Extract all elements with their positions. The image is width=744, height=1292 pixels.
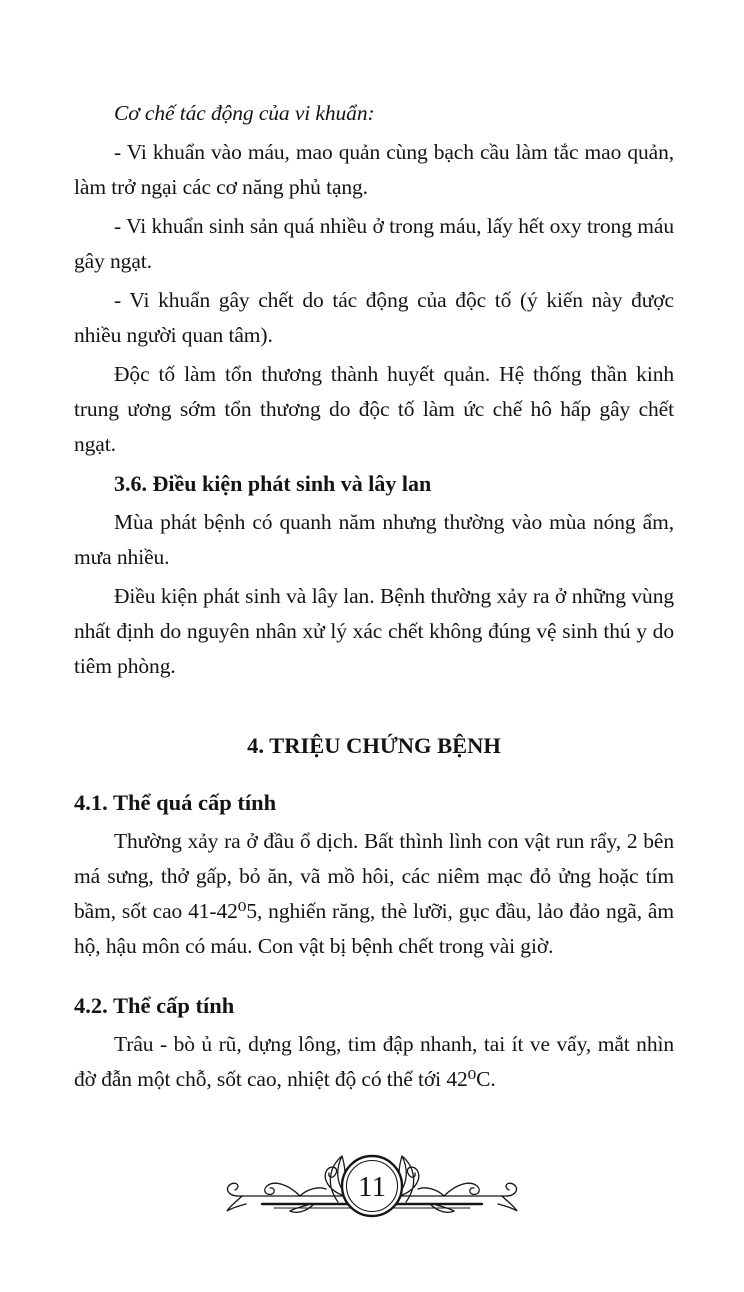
section-4-1-heading: 4.1. Thể quá cấp tính bbox=[74, 790, 277, 815]
mechanism-point-1: - Vi khuẩn vào máu, mao quản cùng bạch cầu làm tắc mao quản, làm trở ngại các cơ năng phủ tạng. bbox=[74, 140, 674, 199]
section-3-6-heading: 3.6. Điều kiện phát sinh và lây lan bbox=[114, 471, 432, 496]
section-4-1-paragraph: Thường xảy ra ở đầu ổ dịch. Bất thình lình con vật run rẩy, 2 bên má sưng, thở gấp, bỏ ăn, vã mồ hôi, các niêm mạc đỏ ửng hoặc tím bầm, sốt cao 41-42⁰5, nghiến răng, thè lưỡi, gục đầu, lảo đảo ngã, âm hộ, hậu môn có máu. Con vật bị bệnh chết trong vài giờ. bbox=[74, 829, 674, 958]
page-number: 11 bbox=[358, 1171, 386, 1203]
section-3-6-paragraph-1: Mùa phát bệnh có quanh năm nhưng thường vào mùa nóng ẩm, mưa nhiều. bbox=[74, 510, 674, 569]
mechanism-heading: Cơ chế tác động của vi khuẩn: bbox=[114, 101, 375, 125]
page-footer bbox=[0, 1144, 744, 1239]
footer-ornament bbox=[222, 1144, 522, 1239]
mechanism-point-3: - Vi khuẩn gây chết do tác động của độc tố (ý kiến này được nhiều người quan tâm). bbox=[74, 288, 674, 347]
flourish-divider-icon bbox=[222, 1144, 522, 1239]
section-4-heading: 4. TRIỆU CHỨNG BỆNH bbox=[247, 733, 501, 758]
section-3-6-paragraph-2: Điều kiện phát sinh và lây lan. Bệnh thường xảy ra ở những vùng nhất định do nguyên nhân xử lý xác chết không đúng vệ sinh thú y do tiêm phòng. bbox=[74, 584, 674, 678]
section-4-2-paragraph: Trâu - bò ủ rũ, dựng lông, tim đập nhanh, tai ít ve vẩy, mắt nhìn đờ đẫn một chỗ, sốt cao, nhiệt độ có thể tới 42⁰C. bbox=[74, 1032, 674, 1091]
mechanism-point-2: - Vi khuẩn sinh sản quá nhiều ở trong máu, lấy hết oxy trong máu gây ngạt. bbox=[74, 214, 674, 273]
section-4-2-heading: 4.2. Thể cấp tính bbox=[74, 993, 235, 1018]
toxin-paragraph: Độc tố làm tổn thương thành huyết quản. Hệ thống thần kinh trung ương sớm tổn thương do độc tố làm ức chế hô hấp gây chết ngạt. bbox=[74, 362, 674, 456]
